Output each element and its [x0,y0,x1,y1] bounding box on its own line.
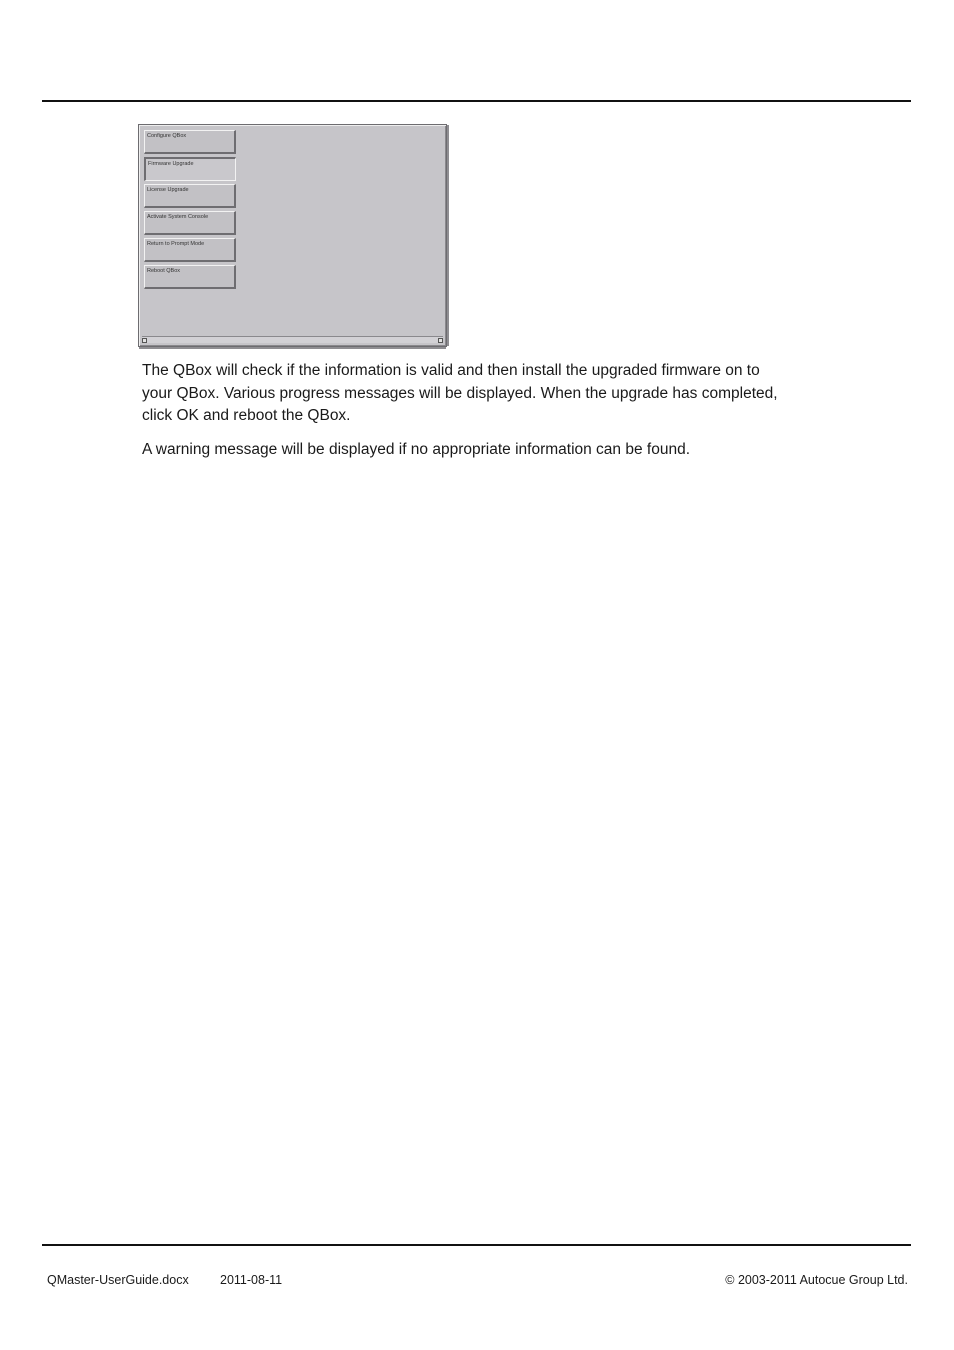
qbox-menu-screenshot [138,124,447,347]
panel-shadow-bottom [139,347,446,349]
scroll-left-handle[interactable] [142,338,147,343]
footer-filename: QMaster-UserGuide.docx [47,1273,189,1287]
return-to-prompt-mode-button[interactable]: Return to Prompt Mode [144,238,236,262]
body-paragraph-upgrade: The QBox will check if the information is valid and then install the upgraded firmware on to your QBox. Various progress messages will be displayed. When the upgrade has completed, click OK and reboot the QBox. [142,362,778,424]
configure-qbox-button[interactable]: Configure QBox [144,130,236,154]
footer-copyright: © 2003-2011 Autocue Group Ltd. [725,1273,908,1287]
footer-rule [42,1244,911,1246]
license-upgrade-button[interactable]: License Upgrade [144,184,236,208]
activate-system-console-button[interactable]: Activate System Console [144,211,236,235]
footer-date: 2011-08-11 [220,1273,283,1287]
reboot-qbox-button[interactable]: Reboot QBox [144,265,236,289]
horizontal-scrollbar[interactable] [142,336,443,343]
header-rule [42,100,911,102]
firmware-upgrade-button[interactable]: Firmware Upgrade [144,157,236,181]
panel-shadow-right [447,125,449,346]
scroll-right-handle[interactable] [438,338,443,343]
body-paragraph-warning: A warning message will be displayed if no appropriate information can be found. [142,441,690,458]
